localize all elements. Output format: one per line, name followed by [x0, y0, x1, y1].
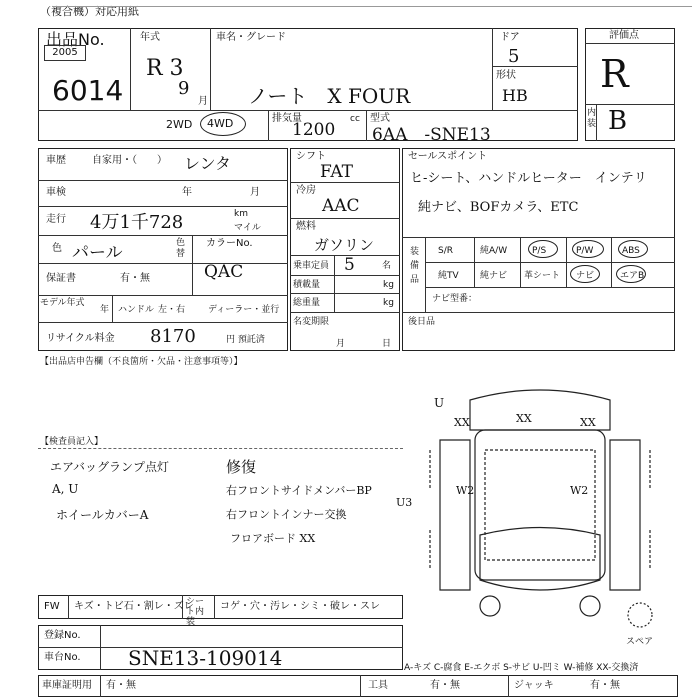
- drive-4wd: 4WD: [207, 117, 234, 130]
- mark-xx-3: XX: [580, 416, 596, 429]
- recycle-value: 8170: [150, 326, 196, 347]
- capacity-value: 5: [344, 255, 355, 275]
- displacement-value: 1200: [292, 120, 336, 140]
- mark-u: U: [434, 396, 445, 410]
- year-label: 年式: [140, 32, 160, 43]
- color-value: パール: [72, 243, 123, 263]
- year-value: R 3: [146, 56, 184, 81]
- note-left-3: ホイールカバーA: [56, 508, 149, 522]
- shift-value: FAT: [320, 162, 354, 182]
- type-value: 6AA -SNE13: [372, 125, 491, 145]
- fuel-value: ガソリン: [314, 236, 375, 254]
- interior-score: B: [608, 106, 628, 136]
- sales-line2: 純ナビ、BOFカメラ、ETC: [418, 200, 579, 215]
- color-no-value: QAC: [204, 262, 244, 282]
- note-right-4: フロアボード XX: [230, 532, 316, 545]
- name-value: ノート X FOUR: [248, 84, 411, 108]
- note-right-1: 修復: [226, 458, 257, 476]
- note-left-1: エアバッグランプ点灯: [50, 460, 170, 474]
- history-value: レンタ: [184, 154, 231, 173]
- mark-w2-2: W2: [570, 484, 589, 497]
- mark-xx-2: XX: [454, 416, 470, 429]
- note-right-3: 右フロントインナー交換: [226, 508, 347, 521]
- name-label: 車名・グレード: [216, 32, 286, 43]
- legend: A-キズ C-腐食 E-エクボ S-サビ U-凹ミ W-補修 XX-交換済: [404, 663, 639, 673]
- mark-w2-1: W2: [456, 484, 475, 497]
- ac-value: AAC: [322, 196, 360, 216]
- inspector-label: 【検査員記入】: [40, 437, 104, 447]
- lot-label: 出品No.: [46, 30, 105, 49]
- header-line: [52, 6, 692, 7]
- seller-notes-label: 【出品店申告欄（不良箇所・欠品・注意事項等）】: [40, 357, 243, 367]
- sales-line1: ヒ-シート、ハンドルヒーター インテリ: [410, 171, 647, 186]
- evaluation-score: R: [600, 52, 629, 96]
- mark-xx-1: XX: [516, 412, 532, 425]
- spare-label: スペア: [626, 637, 654, 647]
- evaluation-block: [585, 28, 675, 141]
- chassis-value: SNE13-109014: [128, 646, 283, 670]
- lot-stamp: 2005: [44, 45, 86, 61]
- lot-number: 6014: [52, 74, 124, 107]
- mileage-value: 4万1千728: [90, 212, 184, 233]
- note-right-2: 右フロントサイドメンバーBP: [226, 484, 372, 497]
- drive-2wd: 2WD: [166, 118, 193, 131]
- note-left-2: A, U: [52, 482, 79, 496]
- month-value: 9: [178, 78, 190, 99]
- door-value: 5: [508, 46, 520, 67]
- mark-u3: U3: [396, 496, 413, 509]
- form-type: （複合機）対応用紙: [40, 5, 139, 18]
- shape-value: HB: [502, 86, 528, 105]
